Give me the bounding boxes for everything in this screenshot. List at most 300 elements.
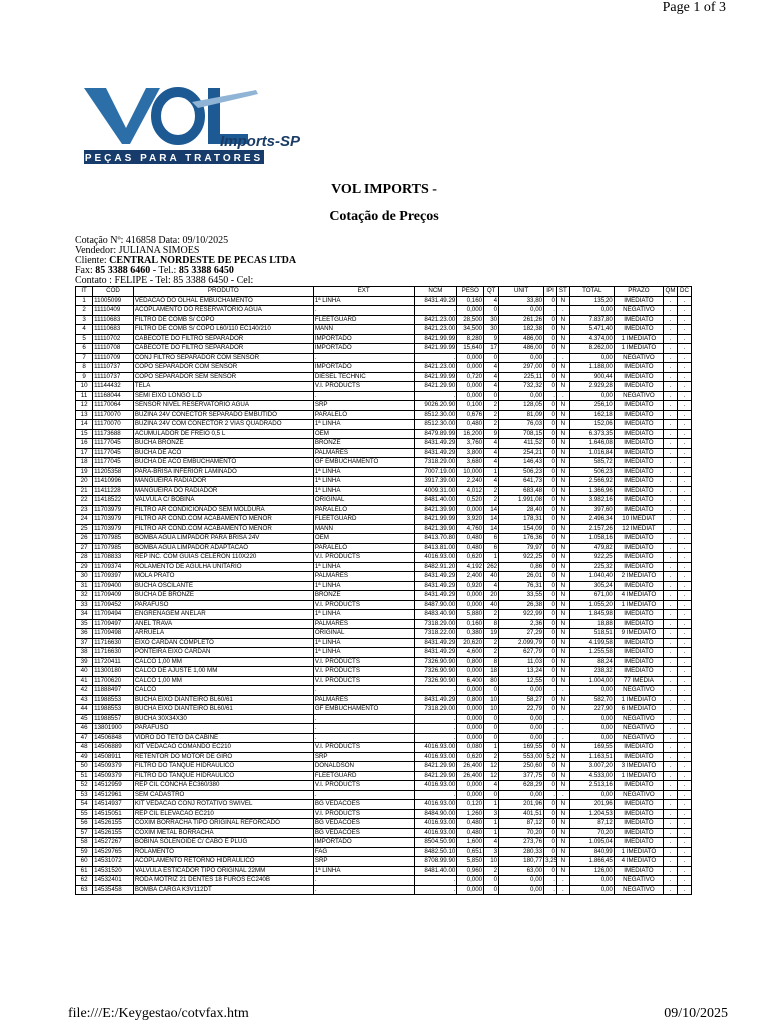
table-cell: 14509379: [93, 762, 134, 772]
table-cell: 5,880: [457, 610, 484, 620]
table-cell: 1ª LINHA: [313, 420, 414, 430]
table-cell: 31: [76, 581, 93, 591]
table-cell: FILTRO DO TANQUE HIDRAULICO: [133, 771, 313, 781]
table-row: [76, 724, 692, 734]
column-header: COD: [93, 287, 134, 297]
table-cell: 9: [76, 372, 93, 382]
table-cell: 8421.39.90: [414, 524, 457, 534]
table-cell: IMEDIATO: [614, 325, 663, 335]
table-cell: N: [556, 705, 569, 715]
table-row: [76, 486, 692, 496]
table-cell: 0: [544, 762, 557, 772]
table-cell: 2.513,16: [569, 781, 614, 791]
table-cell: 506,23: [499, 467, 544, 477]
table-cell: 585,72: [569, 458, 614, 468]
table-cell: 0,000: [457, 505, 484, 515]
table-cell: 14: [484, 524, 499, 534]
table-cell: 1.204,53: [569, 809, 614, 819]
table-cell: IMEDIATO: [614, 496, 663, 506]
table-cell: IMEDIATO: [614, 581, 663, 591]
table-cell: 0,000: [457, 600, 484, 610]
table-row: [76, 809, 692, 819]
table-cell: 5,2: [544, 752, 557, 762]
table-cell: PALMARES: [313, 572, 414, 582]
table-cell: 12: [484, 771, 499, 781]
table-cell: 8421.29.90: [414, 382, 457, 392]
table-cell: 11110708: [93, 344, 134, 354]
table-cell: .: [664, 771, 678, 781]
table-cell: 3: [484, 847, 499, 857]
table-cell: 1: [484, 828, 499, 838]
table-row: [76, 363, 692, 373]
table-cell: 1ª LINHA: [313, 467, 414, 477]
footer-file-path: file:///E:/Keygestao/cotvfax.htm: [68, 1006, 249, 1021]
table-cell: 11177045: [93, 458, 134, 468]
table-cell: 0: [544, 515, 557, 525]
table-cell: 0: [544, 448, 557, 458]
table-cell: .: [677, 534, 691, 544]
table-cell: 46: [76, 724, 93, 734]
table-cell: 0: [544, 638, 557, 648]
table-row: [76, 752, 692, 762]
table-cell: 3,760: [457, 439, 484, 449]
table-cell: .: [677, 809, 691, 819]
table-cell: 1.055,20: [569, 600, 614, 610]
table-cell: BUZINA 24V COM CONECTOR 2 VIAS QUADRADO: [133, 420, 313, 430]
table-cell: 0,00: [499, 391, 544, 401]
table-cell: 14514937: [93, 800, 134, 810]
table-cell: 1ª LINHA: [313, 477, 414, 487]
table-cell: 54: [76, 800, 93, 810]
table-cell: .: [677, 686, 691, 696]
table-row: [76, 667, 692, 677]
table-cell: 8413.70.80: [414, 534, 457, 544]
table-cell: 11703979: [93, 505, 134, 515]
table-cell: 12 IMEDIAT: [614, 524, 663, 534]
table-row: [76, 638, 692, 648]
table-cell: 14506848: [93, 733, 134, 743]
table-cell: 3,800: [457, 448, 484, 458]
table-cell: 0,480: [457, 543, 484, 553]
table-row: [76, 781, 692, 791]
table-cell: 79,97: [499, 543, 544, 553]
table-cell: .: [664, 800, 678, 810]
table-cell: .: [544, 876, 557, 886]
table-cell: 2: [76, 306, 93, 316]
table-cell: 14515051: [93, 809, 134, 819]
table-cell: .: [677, 486, 691, 496]
table-cell: 4016.93.00: [414, 819, 457, 829]
table-cell: 6: [484, 534, 499, 544]
table-cell: NEGATIVO: [614, 885, 663, 895]
table-cell: 35: [76, 619, 93, 629]
table-cell: ACUMULADOR DE FREIO 0,5 L: [133, 429, 313, 439]
table-cell: N: [556, 524, 569, 534]
table-cell: 77 IMEDIA: [614, 676, 663, 686]
table-cell: 8482.50.10: [414, 847, 457, 857]
table-row: [76, 458, 692, 468]
table-cell: .: [556, 714, 569, 724]
table-row: [76, 496, 692, 506]
table-row: [76, 705, 692, 715]
table-cell: 0,000: [457, 714, 484, 724]
fax-number: 85 3388 6460: [95, 265, 151, 276]
table-cell: 2,36: [499, 619, 544, 629]
table-cell: 0: [544, 667, 557, 677]
table-cell: 11300180: [93, 667, 134, 677]
table-cell: 11110702: [93, 334, 134, 344]
table-cell: 26: [76, 534, 93, 544]
table-cell: DIESEL TECHNIC: [313, 372, 414, 382]
table-cell: .: [556, 306, 569, 316]
table-cell: .: [677, 610, 691, 620]
table-cell: .: [664, 857, 678, 867]
table-cell: .: [544, 790, 557, 800]
table-cell: N: [556, 648, 569, 658]
table-cell: 50: [76, 762, 93, 772]
table-cell: 0: [544, 771, 557, 781]
table-row: [76, 543, 692, 553]
table-cell: 29: [76, 562, 93, 572]
table-cell: .: [664, 686, 678, 696]
table-cell: 0,00: [499, 353, 544, 363]
table-cell: .: [677, 591, 691, 601]
table-cell: 10,000: [457, 467, 484, 477]
table-cell: 0: [544, 800, 557, 810]
table-cell: 1 IMEDIATO: [614, 771, 663, 781]
table-cell: 87,12: [569, 819, 614, 829]
table-cell: BRONZE: [313, 591, 414, 601]
table-cell: 7326.90.90: [414, 667, 457, 677]
table-cell: .: [544, 714, 557, 724]
table-cell: 3.007,20: [569, 762, 614, 772]
table-cell: .: [677, 344, 691, 354]
table-cell: IMEDIATO: [614, 372, 663, 382]
table-row: [76, 572, 692, 582]
table-cell: 11709397: [93, 572, 134, 582]
table-cell: N: [556, 800, 569, 810]
table-cell: 0,00: [569, 733, 614, 743]
table-cell: 922,25: [569, 553, 614, 563]
table-cell: IMEDIATO: [614, 743, 663, 753]
table-cell: 146,43: [499, 458, 544, 468]
table-cell: 40: [484, 600, 499, 610]
table-cell: 20: [484, 591, 499, 601]
table-cell: 22: [76, 496, 93, 506]
table-cell: .: [677, 838, 691, 848]
table-cell: 262: [484, 562, 499, 572]
table-cell: CALCO 1,00 MM: [133, 676, 313, 686]
table-cell: .: [677, 743, 691, 753]
column-header: TOTAL: [569, 287, 614, 297]
table-cell: 34: [76, 610, 93, 620]
table-cell: N: [556, 866, 569, 876]
seller: Vendedor: JULIANA SIMOES: [75, 245, 200, 256]
table-cell: 154,09: [499, 524, 544, 534]
table-cell: VALVULA ESTICADOR TIPO ORIGINAL 22MM: [133, 866, 313, 876]
table-cell: 11709400: [93, 581, 134, 591]
table-cell: 2: [484, 420, 499, 430]
table-cell: 0,000: [457, 781, 484, 791]
table-cell: 486,00: [499, 344, 544, 354]
table-cell: IMEDIATO: [614, 648, 663, 658]
table-cell: .: [664, 562, 678, 572]
table-cell: GF EMBUCHAMENTO: [313, 458, 414, 468]
table-cell: .: [544, 724, 557, 734]
table-cell: NEGATIVO: [614, 353, 663, 363]
table-cell: 169,55: [499, 743, 544, 753]
table-row: [76, 771, 692, 781]
table-cell: 55: [76, 809, 93, 819]
table-cell: .: [556, 876, 569, 886]
table-cell: .: [556, 790, 569, 800]
table-cell: 0,000: [457, 391, 484, 401]
table-cell: TELA: [133, 382, 313, 392]
table-cell: 87,12: [499, 819, 544, 829]
table-cell: N: [556, 762, 569, 772]
table-cell: 0: [484, 306, 499, 316]
table-cell: FILTRO AR CONDICIONADO SEM MOLDURA: [133, 505, 313, 515]
table-cell: FAG: [313, 847, 414, 857]
table-cell: 8421.39.90: [414, 505, 457, 515]
table-cell: 0,480: [457, 819, 484, 829]
table-cell: 3 IMEDIATO: [614, 762, 663, 772]
table-cell: .: [677, 705, 691, 715]
table-row: [76, 505, 692, 515]
table-cell: .: [664, 505, 678, 515]
column-header: UNIT: [499, 287, 544, 297]
table-cell: 80: [484, 676, 499, 686]
table-cell: 8431.49.29: [414, 648, 457, 658]
table-cell: 506,23: [569, 467, 614, 477]
table-cell: .: [677, 334, 691, 344]
table-cell: .: [664, 866, 678, 876]
company-name: VOL IMPORTS -: [331, 182, 437, 197]
table-cell: 6: [484, 543, 499, 553]
table-cell: 1.866,45: [569, 857, 614, 867]
table-cell: .: [677, 467, 691, 477]
table-cell: 0: [544, 382, 557, 392]
table-cell: .: [664, 515, 678, 525]
table-cell: 33,55: [499, 591, 544, 601]
table-cell: NEGATIVO: [614, 733, 663, 743]
table-cell: 8421.23.00: [414, 363, 457, 373]
table-cell: 0: [544, 477, 557, 487]
table-cell: IMEDIATO: [614, 401, 663, 411]
fax-tel-line: Fax: 85 3388 6460 - Tel.: 85 3388 6450: [75, 265, 234, 276]
table-cell: NEGATIVO: [614, 876, 663, 886]
table-cell: .: [677, 315, 691, 325]
table-cell: 18: [76, 458, 93, 468]
table-cell: .: [677, 363, 691, 373]
table-cell: 2.929,28: [569, 382, 614, 392]
table-cell: 14: [484, 505, 499, 515]
table-cell: N: [556, 819, 569, 829]
table-cell: 2,400: [457, 572, 484, 582]
table-cell: 553,00: [499, 752, 544, 762]
table-cell: CONJ FILTRO SEPARADOR COM SENSOR: [133, 353, 313, 363]
table-cell: 17: [76, 448, 93, 458]
table-cell: 10: [484, 695, 499, 705]
table-cell: IMEDIATO: [614, 553, 663, 563]
table-cell: 51: [76, 771, 93, 781]
table-cell: .: [664, 477, 678, 487]
table-cell: 4016.93.00: [414, 800, 457, 810]
table-cell: 0: [544, 629, 557, 639]
table-cell: 11177045: [93, 439, 134, 449]
column-header: PESO: [457, 287, 484, 297]
table-cell: N: [556, 562, 569, 572]
table-cell: IMEDIATO: [614, 866, 663, 876]
table-cell: 683,48: [499, 486, 544, 496]
table-cell: 225,32: [569, 562, 614, 572]
table-cell: 1: [484, 553, 499, 563]
table-cell: 1 IMEDIATO: [614, 847, 663, 857]
table-cell: 11709452: [93, 600, 134, 610]
table-cell: 2.157,26: [569, 524, 614, 534]
table-cell: 63,00: [499, 866, 544, 876]
table-cell: PARAFUSO: [133, 600, 313, 610]
table-cell: 4.533,00: [569, 771, 614, 781]
table-cell: 33,80: [499, 296, 544, 306]
column-header: QM: [665, 287, 676, 294]
table-row: [76, 534, 692, 544]
table-cell: BUCHA BRONZE: [133, 439, 313, 449]
table-cell: 11709374: [93, 562, 134, 572]
table-cell: 0,080: [457, 743, 484, 753]
table-cell: 14527267: [93, 838, 134, 848]
page-number: Page 1 of 3: [662, 0, 726, 15]
table-cell: 2: [484, 752, 499, 762]
table-cell: 2.496,34: [569, 515, 614, 525]
table-cell: IMEDIATO: [614, 610, 663, 620]
client-name: CENTRAL NORDESTE DE PECAS LTDA: [109, 255, 297, 266]
table-cell: .: [677, 629, 691, 639]
table-cell: 19: [76, 467, 93, 477]
table-cell: 11170070: [93, 420, 134, 430]
table-cell: BG VEDACOES: [313, 800, 414, 810]
table-cell: 0: [484, 391, 499, 401]
table-cell: .: [677, 790, 691, 800]
table-cell: 40: [484, 572, 499, 582]
table-cell: N: [556, 543, 569, 553]
table-cell: 0,86: [499, 562, 544, 572]
table-cell: 4 IMEDIATO: [614, 857, 663, 867]
table-cell: 152,06: [569, 420, 614, 430]
table-cell: 0: [544, 781, 557, 791]
table-cell: .: [664, 847, 678, 857]
table-cell: IMEDIATO: [614, 420, 663, 430]
table-cell: ROLAMENTO DE AGULHA UNITARIO: [133, 562, 313, 572]
table-row: [76, 439, 692, 449]
table-cell: 13: [76, 410, 93, 420]
table-cell: 62: [76, 876, 93, 886]
table-cell: 1ª LINHA: [313, 562, 414, 572]
table-cell: 14506889: [93, 743, 134, 753]
table-cell: .: [677, 448, 691, 458]
table-cell: .: [677, 866, 691, 876]
table-cell: .: [664, 657, 678, 667]
table-cell: 4016.93.00: [414, 743, 457, 753]
table-cell: 0: [544, 439, 557, 449]
table-cell: FILTRO DE COMB S/ COPO: [133, 315, 313, 325]
table-cell: 0,00: [499, 724, 544, 734]
column-header: IT: [76, 287, 93, 297]
table-cell: .: [664, 553, 678, 563]
items-table: [75, 286, 692, 895]
table-cell: IMEDIATO: [614, 800, 663, 810]
table-cell: KIT VEDACAO CONJ ROTATIVO SWIVEL: [133, 800, 313, 810]
table-row: [76, 885, 692, 895]
table-cell: 8512.30.00: [414, 420, 457, 430]
table-cell: 1ª LINHA: [313, 486, 414, 496]
table-row: [76, 600, 692, 610]
table-cell: 11411228: [93, 486, 134, 496]
table-cell: SEM CADASTRO: [133, 790, 313, 800]
table-cell: IMEDIATO: [614, 315, 663, 325]
table-cell: 6.373,35: [569, 429, 614, 439]
table-cell: 4: [484, 477, 499, 487]
table-cell: 411,52: [499, 439, 544, 449]
table-cell: 11716630: [93, 638, 134, 648]
table-cell: 14509379: [93, 771, 134, 781]
table-cell: 18,88: [569, 619, 614, 629]
table-row: [76, 648, 692, 658]
table-cell: 8479.89.99: [414, 429, 457, 439]
table-cell: IMEDIATO: [614, 638, 663, 648]
table-cell: .: [664, 325, 678, 335]
table-cell: .: [664, 733, 678, 743]
table-cell: 0,000: [457, 733, 484, 743]
table-cell: .: [544, 686, 557, 696]
table-cell: PONTEIRA EIXO CARDAN: [133, 648, 313, 658]
table-cell: 0: [544, 458, 557, 468]
table-cell: 1: [76, 296, 93, 306]
table-cell: 7318.29.00: [414, 458, 457, 468]
table-cell: NEGATIVO: [614, 391, 663, 401]
table-cell: 76,03: [499, 420, 544, 430]
table-cell: 14526155: [93, 819, 134, 829]
table-cell: 0,00: [569, 714, 614, 724]
table-cell: MANN: [313, 524, 414, 534]
table-cell: 178,31: [499, 515, 544, 525]
table-cell: 10 IMEDIAT: [614, 515, 663, 525]
table-cell: 1.366,96: [569, 486, 614, 496]
table-cell: .: [664, 401, 678, 411]
table-cell: 56: [76, 819, 93, 829]
table-cell: CALCO DE AJUSTE 1,00 MM: [133, 667, 313, 677]
table-cell: 12: [76, 401, 93, 411]
table-cell: 0,480: [457, 420, 484, 430]
table-cell: .: [556, 724, 569, 734]
table-cell: 11005099: [93, 296, 134, 306]
table-cell: 0,676: [457, 410, 484, 420]
table-cell: 0,000: [457, 705, 484, 715]
table-cell: 479,82: [569, 543, 614, 553]
table-cell: 0,000: [457, 724, 484, 734]
table-cell: 8487.90.00: [414, 600, 457, 610]
table-cell: .: [677, 667, 691, 677]
table-cell: 45: [76, 714, 93, 724]
table-cell: 7326.90.90: [414, 676, 457, 686]
table-cell: 377,75: [499, 771, 544, 781]
table-cell: 0: [544, 819, 557, 829]
table-cell: 0,120: [457, 800, 484, 810]
table-cell: 11110409: [93, 306, 134, 316]
table-row: [76, 733, 692, 743]
table-cell: 11110683: [93, 325, 134, 335]
table-cell: 2 IMEDIATO: [614, 572, 663, 582]
